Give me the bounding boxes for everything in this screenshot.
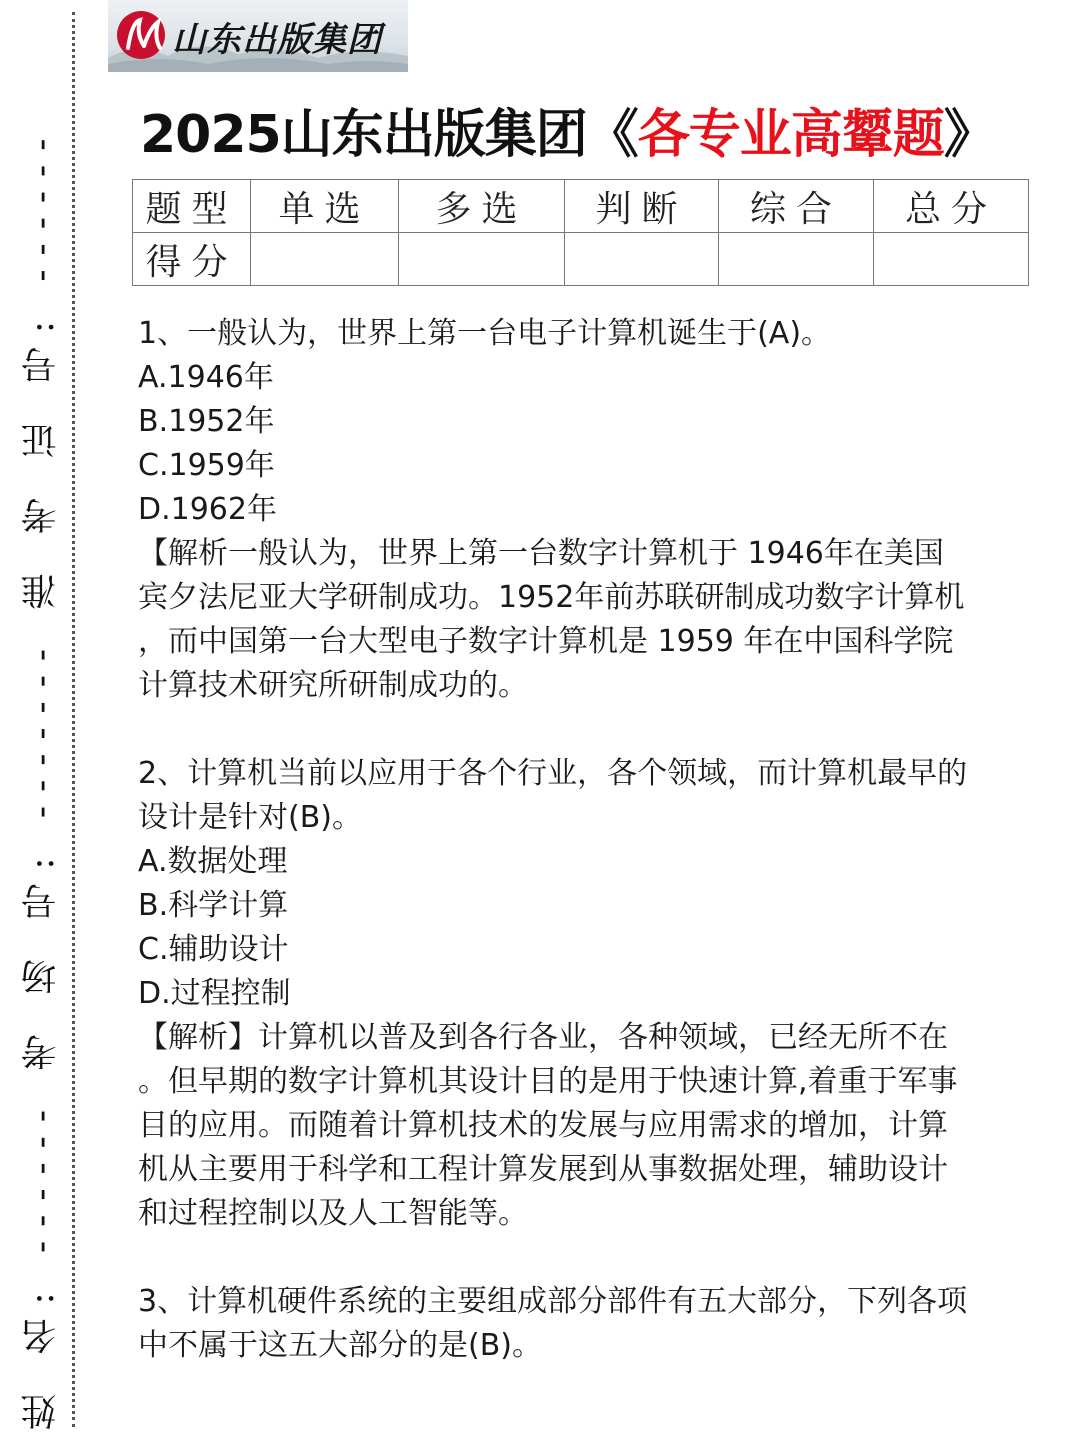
analysis-line: 。但早期的数字计算机其设计目的是用于快速计算,着重于军事 bbox=[138, 1064, 958, 1099]
score-table-header-row bbox=[133, 180, 1029, 233]
publisher-logo bbox=[108, 0, 408, 72]
brand-mark-icon bbox=[114, 8, 172, 62]
question-stem: 1、一般认为，世界上第一台电子计算机诞生于(A)。 bbox=[138, 316, 832, 351]
binding-strip bbox=[0, 0, 100, 1440]
option-d: D.1962年 bbox=[138, 492, 277, 527]
analysis-line: ，而中国第一台大型电子数字计算机是 1959 年在中国科学院 bbox=[138, 624, 954, 659]
analysis-line: 和过程控制以及人工智能等。 bbox=[138, 1196, 528, 1231]
analysis-line: 机从主要用于科学和工程计算发展到从事数据处理，辅助设计 bbox=[138, 1152, 948, 1187]
binding-dotted-line bbox=[72, 12, 75, 1427]
option-c: C.辅助设计 bbox=[138, 932, 289, 967]
page-title bbox=[140, 92, 1020, 167]
score-cell bbox=[565, 233, 719, 286]
analysis-line: 宾夕法尼亚大学研制成功。1952年前苏联研制成功数字计算机 bbox=[138, 580, 965, 615]
option-a: A.1946年 bbox=[138, 360, 274, 395]
question-1 bbox=[138, 312, 1018, 708]
header-cell-single: 单选 bbox=[251, 180, 399, 233]
option-a: A.数据处理 bbox=[138, 844, 288, 879]
option-b: B.科学计算 bbox=[138, 888, 289, 923]
analysis-line: 【解析】计算机以普及到各行各业，各种领域，已经无所不在 bbox=[138, 1020, 948, 1055]
header-cell-type: 题型 bbox=[133, 180, 251, 233]
analysis-line: 【解析一般认为，世界上第一台数字计算机于 1946年在美国 bbox=[138, 536, 944, 571]
question-2 bbox=[138, 752, 1018, 1236]
score-cell bbox=[399, 233, 565, 286]
header-cell-multi: 多选 bbox=[399, 180, 565, 233]
question-list bbox=[138, 312, 1018, 1412]
title-suffix: 》 bbox=[943, 105, 995, 165]
analysis-line: 计算技术研究所研制成功的。 bbox=[138, 668, 528, 703]
option-d: D.过程控制 bbox=[138, 976, 291, 1011]
header-cell-total: 总分 bbox=[874, 180, 1029, 233]
question-stem: 2、计算机当前以应用于各个行业，各个领域，而计算机最早的 bbox=[138, 756, 968, 791]
header-cell-judge: 判断 bbox=[565, 180, 719, 233]
binding-candidate-info: 姓 名: ------ 考 场 号: ------- 准 考 证 号: ------ bbox=[21, 124, 62, 1430]
analysis-line: 目的应用。而随着计算机技术的发展与应用需求的增加，计算 bbox=[138, 1108, 948, 1143]
score-table bbox=[132, 179, 1029, 286]
score-row-label: 得分 bbox=[133, 233, 251, 286]
option-c: C.1959年 bbox=[138, 448, 275, 483]
option-b: B.1952年 bbox=[138, 404, 275, 439]
question-3 bbox=[138, 1280, 1018, 1368]
question-stem: 设计是针对(B)。 bbox=[138, 800, 362, 835]
score-table-score-row bbox=[133, 233, 1029, 286]
header-cell-comprehensive: 综合 bbox=[719, 180, 874, 233]
score-cell bbox=[719, 233, 874, 286]
title-highlight: 各专业高颦题 bbox=[637, 105, 944, 165]
score-cell bbox=[874, 233, 1029, 286]
title-prefix: 2025山东出版集团《 bbox=[140, 105, 638, 165]
score-cell bbox=[251, 233, 399, 286]
logo-text: 山东出版集团 bbox=[172, 20, 382, 60]
question-stem: 3、计算机硬件系统的主要组成部分部件有五大部分，下列各项 bbox=[138, 1284, 968, 1319]
question-stem: 中不属于这五大部分的是(B)。 bbox=[138, 1328, 542, 1363]
